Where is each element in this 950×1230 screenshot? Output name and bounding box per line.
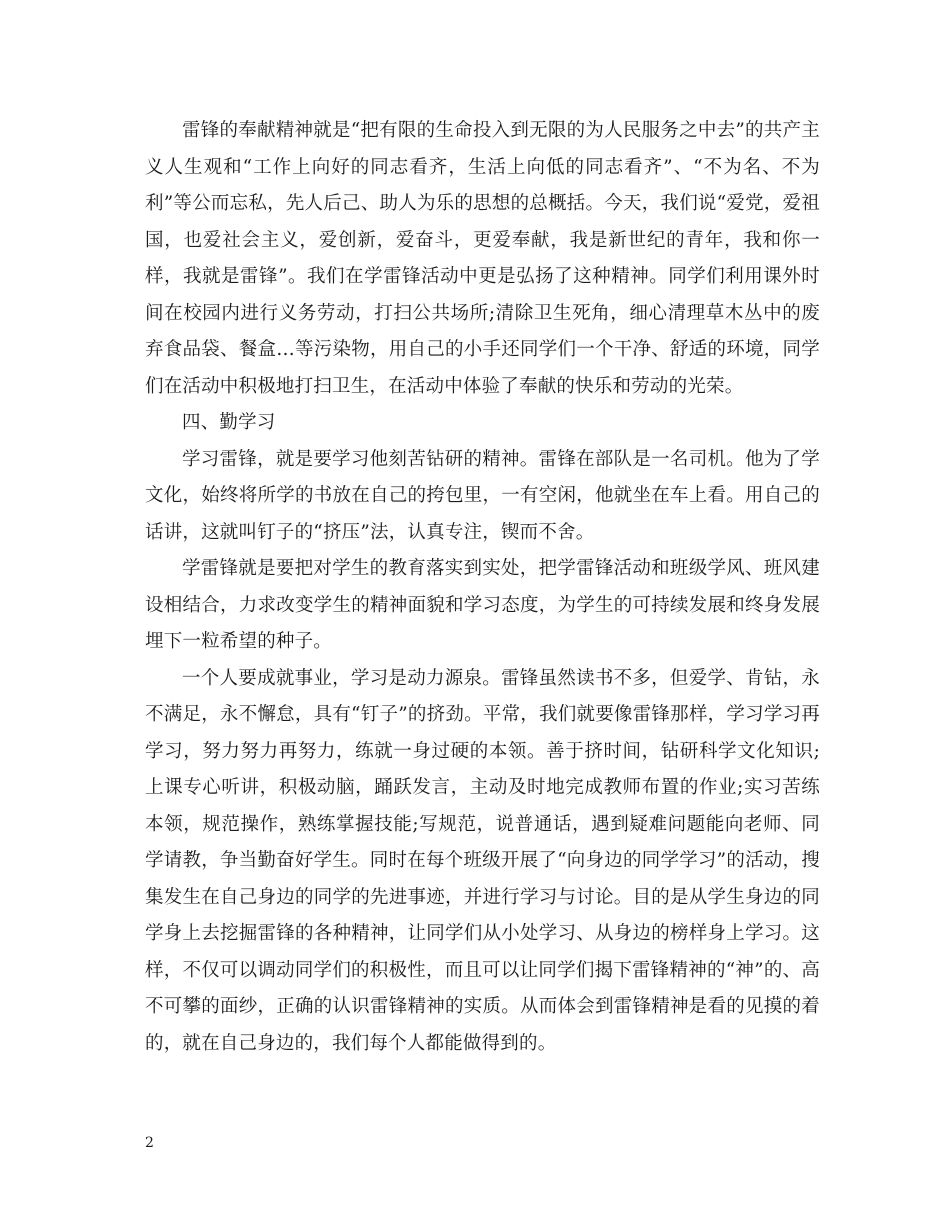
paragraph-learning-motivation: 一个人要成就事业，学习是动力源泉。雷锋虽然读书不多，但爱学、肯钻，永不满足，永不懈怠，具有“钉子”的挤劲。平常，我们就要像雷锋那样，学习学习再学习，努力努力再努力，练就一身过硬的本领。善于挤时间，钻研科学文化知识;上课专心听讲，积极动脑，踊跃发言，主动及时地完成教师布置的作业;实习苦练本领，规范操作，熟练掌握技能;写规范，说普通话，遇到疑难问题能向老师、同学请教，争当勤奋好学生。同时在每个班级开展了“向身边的同学学习”的活动，搜集发生在自己身边的同学的先进事迹，并进行学习与讨论。目的是从学生身边的同学身上去挖掘雷锋的各种精神，让同学们从小处学习、从身边的榜样身上学习。这样，不仅可以调动同学们的积极性，而且可以让同学们揭下雷锋精神的“神”的、高不可攀的面纱，正确的认识雷锋精神的实质。从而体会到雷锋精神是看的见摸的着的，就在自己身边的，我们每个人都能做得到的。 (145, 667, 820, 1054)
paragraph-education-practice: 学雷锋就是要把对学生的教育落实到实处，把学雷锋活动和班级学风、班风建设相结合，力求改变学生的精神面貌和学习态度，为学生的可持续发展和终身发展埋下一粒希望的种子。 (145, 558, 820, 652)
document-body (145, 113, 820, 1062)
paragraph-study-diligence: 学习雷锋，就是要学习他刻苦钻研的精神。雷锋在部队是一名司机。他为了学文化，始终将所学的书放在自己的挎包里，一有空闲，他就坐在车上看。用自己的话讲，这就叫钉子的“挤压”法，认真专注，锲而不舍。 (145, 448, 820, 543)
section-heading-study-hard: 四、勤学习 (182, 412, 276, 433)
page-number: 2 (145, 1135, 154, 1151)
paragraph-dedication-spirit: 雷锋的奉献精神就是“把有限的生命投入到无限的为人民服务之中去”的共产主义人生观和“工作上向好的同志看齐，生活上向低的同志看齐”、“不为名、不为利”等公而忘私，先人后己、助人为乐的思想的总概括。今天，我们说“爱党，爱祖国，也爱社会主义，爱创新，爱奋斗，更爱奉献，我是新世纪的青年，我和你一样，我就是雷锋”。我们在学雷锋活动中更是弘扬了这种精神。同学们利用课外时间在校园内进行义务劳动，打扫公共场所;清除卫生死角，细心清理草木丛中的废弃食品袋、餐盒…等污染物，用自己的小手还同学们一个干净、舒适的环境，同学们在活动中积极地打扫卫生，在活动中体验了奉献的快乐和劳动的光荣。 (145, 120, 820, 397)
